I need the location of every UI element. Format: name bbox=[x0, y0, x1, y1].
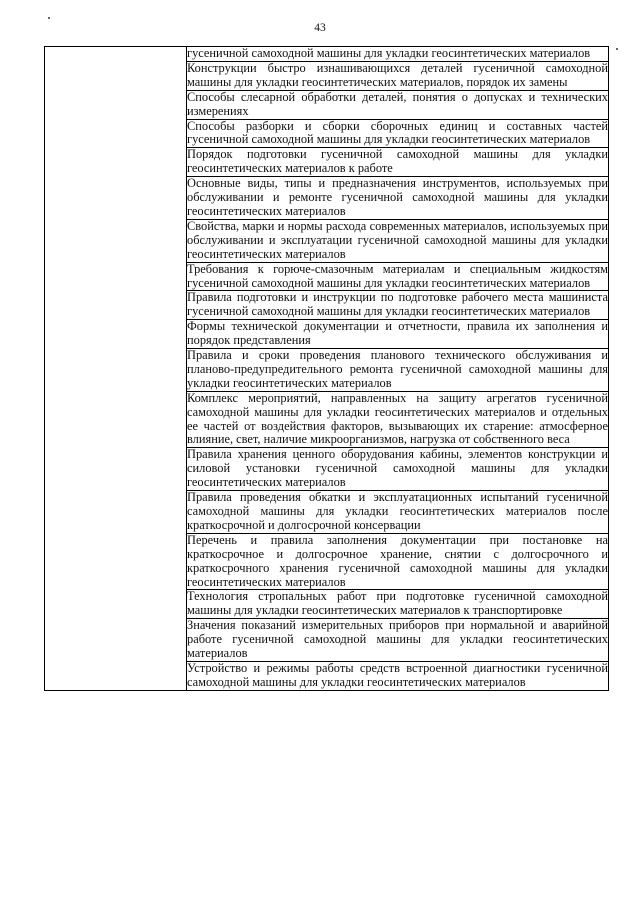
table-cell: Основные виды, типы и предназначения инструментов, используемых при обслуживании и ремонте гусеничной самоходной машины для укладки геосинтетических материалов bbox=[187, 176, 608, 218]
table-cell: Способы разборки и сборки сборочных единиц и составных частей гусеничной самоходной машины для укладки геосинтетических материалов bbox=[187, 118, 608, 147]
table-cell: Правила проведения обкатки и эксплуатационных испытаний гусеничной самоходной машины для укладки геосинтетических материалов после краткосрочной и долгосрочной консервации bbox=[187, 490, 608, 532]
table-cell: Порядок подготовки гусеничной самоходной машины для укладки геосинтетических материалов к работе bbox=[187, 147, 608, 176]
table-cell: Перечень и правила заполнения документации при постановке на краткосрочное и долгосрочное хранение, снятии с долгосрочного и краткосрочного хранения гусеничной самоходной машины для укладки геосинтетических материалов bbox=[187, 532, 608, 589]
table-cell: Правила и сроки проведения планового технического обслуживания и планово-предупредительного ремонта гусеничной самоходной машины для укладки геосинтетических материалов bbox=[187, 348, 608, 390]
empty-label-column bbox=[45, 47, 187, 691]
requirements-table bbox=[44, 46, 609, 691]
table-cell: Устройство и режимы работы средств встроенной диагностики гусеничной самоходной машины для укладки геосинтетических материалов bbox=[187, 660, 608, 689]
table-cell: Значения показаний измерительных приборов при нормальной и аварийной работе гусеничной самоходной машины для укладки геосинтетических материалов bbox=[187, 618, 608, 661]
table-cell: Конструкции быстро изнашивающихся деталей гусеничной самоходной машины для укладки геосинтетических материалов, порядок их замены bbox=[187, 60, 608, 89]
table-cell: Правила подготовки и инструкции по подготовке рабочего места машиниста гусеничной самоходной машины для укладки геосинтетических материалов bbox=[187, 290, 608, 319]
table-cell: Правила хранения ценного оборудования кабины, элементов конструкции и силовой установки гусеничной самоходной машины для укладки геосинтетических материалов bbox=[187, 447, 608, 490]
table-cell: Требования к горюче-смазочным материалам и специальным жидкостям гусеничной самоходной машины для укладки геосинтетических материалов bbox=[187, 261, 608, 290]
page-number: 43 bbox=[314, 22, 326, 34]
table-cell: Формы технической документации и отчетности, правила их заполнения и порядок представления bbox=[187, 319, 608, 348]
table-cell: Комплекс мероприятий, направленных на защиту агрегатов гусеничной самоходной машины для укладки геосинтетических материалов и отдельных ее частей от воздействия факторов, вызывающих их старение: атмосферное влияние, свет, наличие микроорганизмов, нагрузка от собственного веса bbox=[187, 390, 608, 447]
scan-speck bbox=[616, 48, 618, 50]
table-cell: Технология стропальных работ при подготовке гусеничной самоходной машины для укладки геосинтетических материалов к транспортировке bbox=[187, 589, 608, 618]
scan-speck bbox=[48, 17, 50, 19]
table-cell: Способы слесарной обработки деталей, понятия о допусках и технических измерениях bbox=[187, 89, 608, 118]
table-row bbox=[45, 47, 609, 62]
table-cell: гусеничной самоходной машины для укладки геосинтетических материалов bbox=[187, 47, 609, 62]
table-cell: Свойства, марки и нормы расхода современных материалов, используемых при обслуживании и эксплуатации гусеничной самоходной машины для укладки геосинтетических материалов bbox=[187, 218, 608, 261]
